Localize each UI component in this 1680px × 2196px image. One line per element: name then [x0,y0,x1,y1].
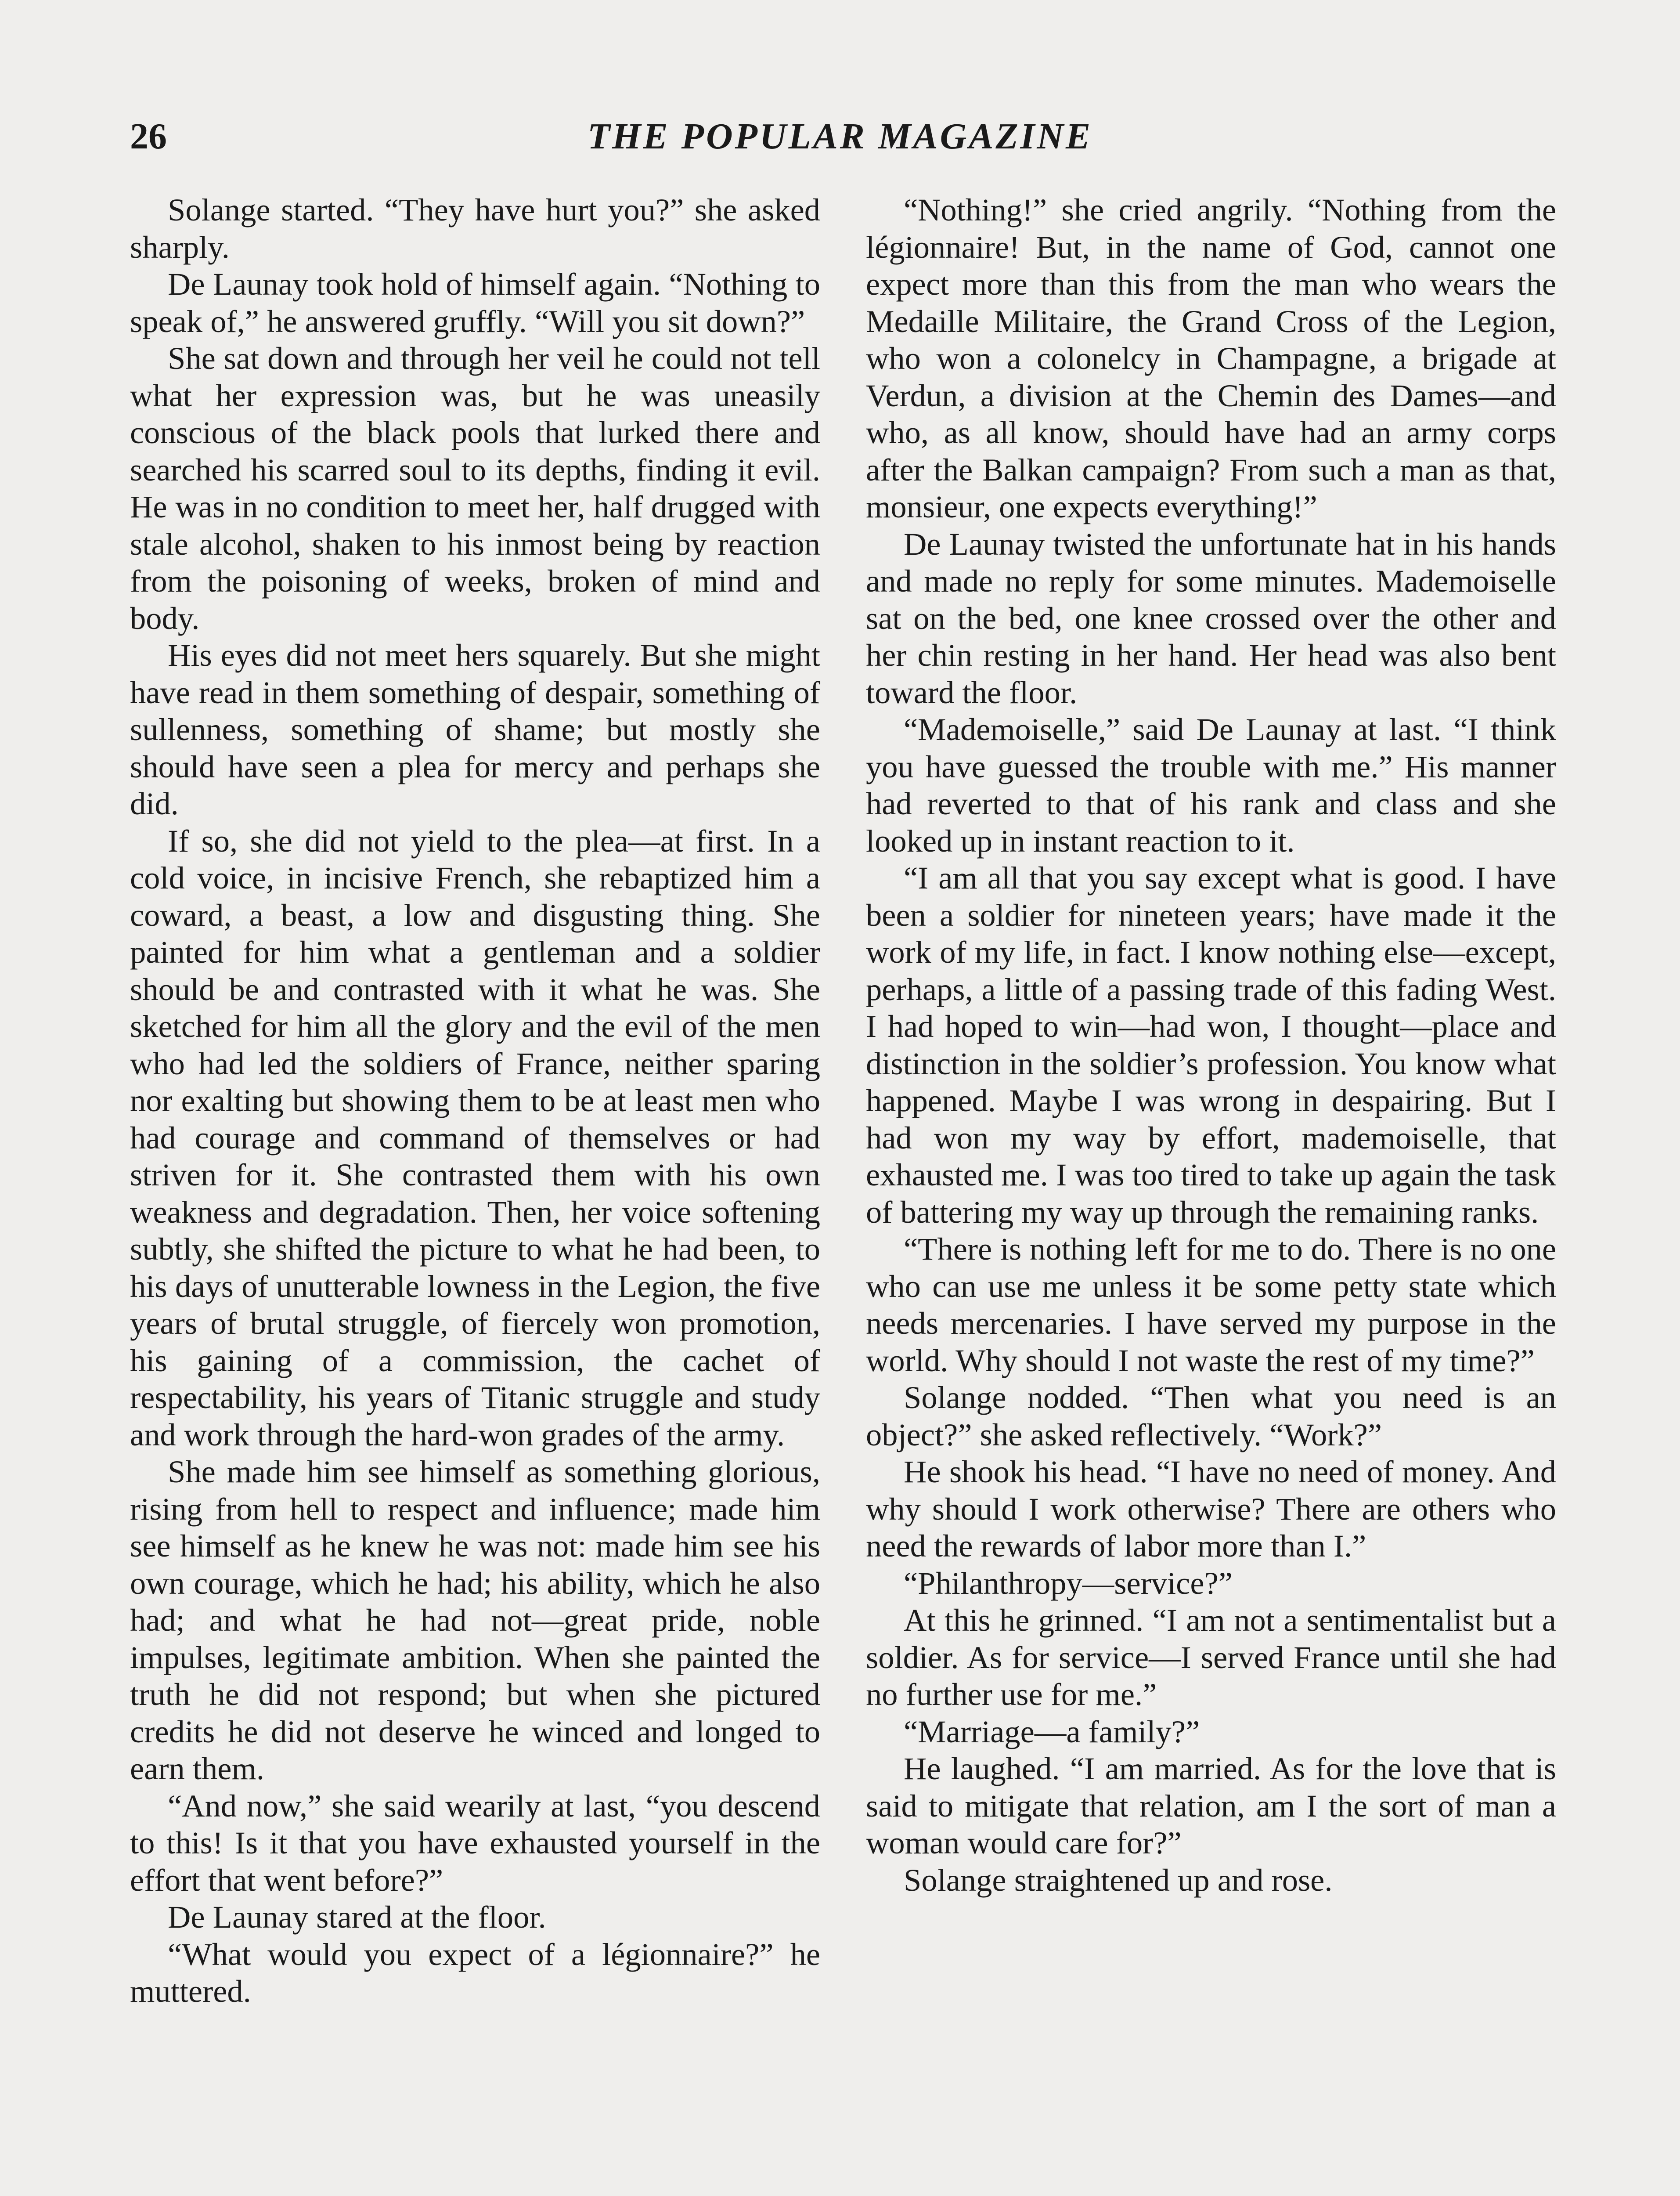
paragraph: De Launay twisted the unfortunate hat in his hands and made no reply for some minutes. Mademoiselle sat on the bed, one knee crossed over the other and her chin resting in her hand. Her head was also bent toward the floor. [866,526,1556,710]
running-head: THE POPULAR MAGAZINE [587,116,1093,157]
paragraph: “And now,” she said wearily at last, “you descend to this! Is it that you have exhausted yourself in the effort that went before?” [130,1788,820,1898]
paragraph: “I am all that you say except what is good. I have been a soldier for nineteen years; have made it the work of my life, in fact. I know nothing else—except, perhaps, a little of a passing trade of this fading West. I had hoped to win—had won, I thought—place and distinction in the soldier’s profession. You know what happened. Maybe I was wrong in despairing. But I had won my way by effort, mademoiselle, that exhausted me. I was too tired to take up again the task of battering my way up through the remaining ranks. [866,860,1556,1230]
paragraph: “There is nothing left for me to do. There is no one who can use me unless it be some petty state which needs mercenaries. I have served my purpose in the world. Why should I not waste the rest of my time?” [866,1231,1556,1378]
paragraph: Solange straightened up and rose. [904,1862,1333,1898]
paragraph: Solange nodded. “Then what you need is an object?” she asked reflectively. “Work?” [866,1380,1556,1452]
paragraph: De Launay stared at the floor. [168,1899,546,1935]
left-column [130,191,820,2010]
paragraph: De Launay took hold of himself again. “Nothing to speak of,” he answered gruffly. “Will you sit down?” [130,266,820,339]
paragraph: “What would you expect of a légionnaire?” he muttered. [130,1936,820,2009]
paragraph: She sat down and through her veil he could not tell what her expression was, but he was uneasily conscious of the black pools that lurked there and searched his scarred soul to its depths, finding it evil. He was in no condition to meet her, half drugged with stale alcohol, shaken to his inmost being by reaction from the poisoning of weeks, broken of mind and body. [130,340,820,636]
page-number: 26 [130,116,167,157]
paragraph: Solange started. “They have hurt you?” she asked sharply. [130,192,820,265]
paragraph: His eyes did not meet hers squarely. But she might have read in them something of despair, something of sullenness, something of shame; but mostly she should have seen a plea for mercy and perhaps she did. [130,637,820,821]
paragraph: He shook his head. “I have no need of money. And why should I work otherwise? There are others who need the rewards of labor more than I.” [866,1454,1556,1564]
paragraph: At this he grinned. “I am not a sentimentalist but a soldier. As for service—I served France until she had no further use for me.” [866,1602,1556,1712]
paragraph: He laughed. “I am married. As for the love that is said to mitigate that relation, am I the sort of man a woman would care for?” [866,1751,1556,1860]
right-column [866,191,1556,1899]
paragraph: “Philanthropy—service?” [904,1565,1233,1601]
paragraph: If so, she did not yield to the plea—at first. In a cold voice, in incisive French, she rebaptized him a coward, a beast, a low and disgusting thing. She painted for him what a gentleman and a soldier should be and contrasted with it what he was. She sketched for him all the glory and the evil of the men who had led the soldiers of France, neither sparing nor exalting but showing them to be at least men who had courage and command of themselves or had striven for it. She contrasted them with his own weakness and degradation. Then, her voice softening subtly, she shifted the picture to what he had been, to his days of unutterable lowness in the Legion, the five years of brutal struggle, of fiercely won promotion, his gaining of a commission, the cachet of respectability, his years of Titanic struggle and study and work through the hard-won grades of the army. [130,823,820,1452]
paragraph: “Marriage—a family?” [904,1713,1200,1749]
paragraph: “Nothing!” she cried angrily. “Nothing from the légionnaire! But, in the name of God, cannot one expect more than this from the man who wears the Medaille Militaire, the Grand Cross of the Legion, who won a colonelcy in Champagne, a brigade at Verdun, a division at the Chemin des Dames—and who, as all know, should have had an army corps after the Balkan campaign? From such a man as that, monsieur, one expects everything!” [866,192,1556,524]
paragraph: She made him see himself as something glorious, rising from hell to respect and influence; made him see himself as he knew he was not: made him see his own courage, which he had; his ability, which he also had; and what he had not—great pride, noble impulses, legitimate ambition. When she painted the truth he did not respond; but when she pictured credits he did not deserve he winced and longed to earn them. [130,1454,820,1786]
paragraph: “Mademoiselle,” said De Launay at last. “I think you have guessed the trouble with me.” His manner had reverted to that of his rank and class and she looked up in instant reaction to it. [866,712,1556,859]
